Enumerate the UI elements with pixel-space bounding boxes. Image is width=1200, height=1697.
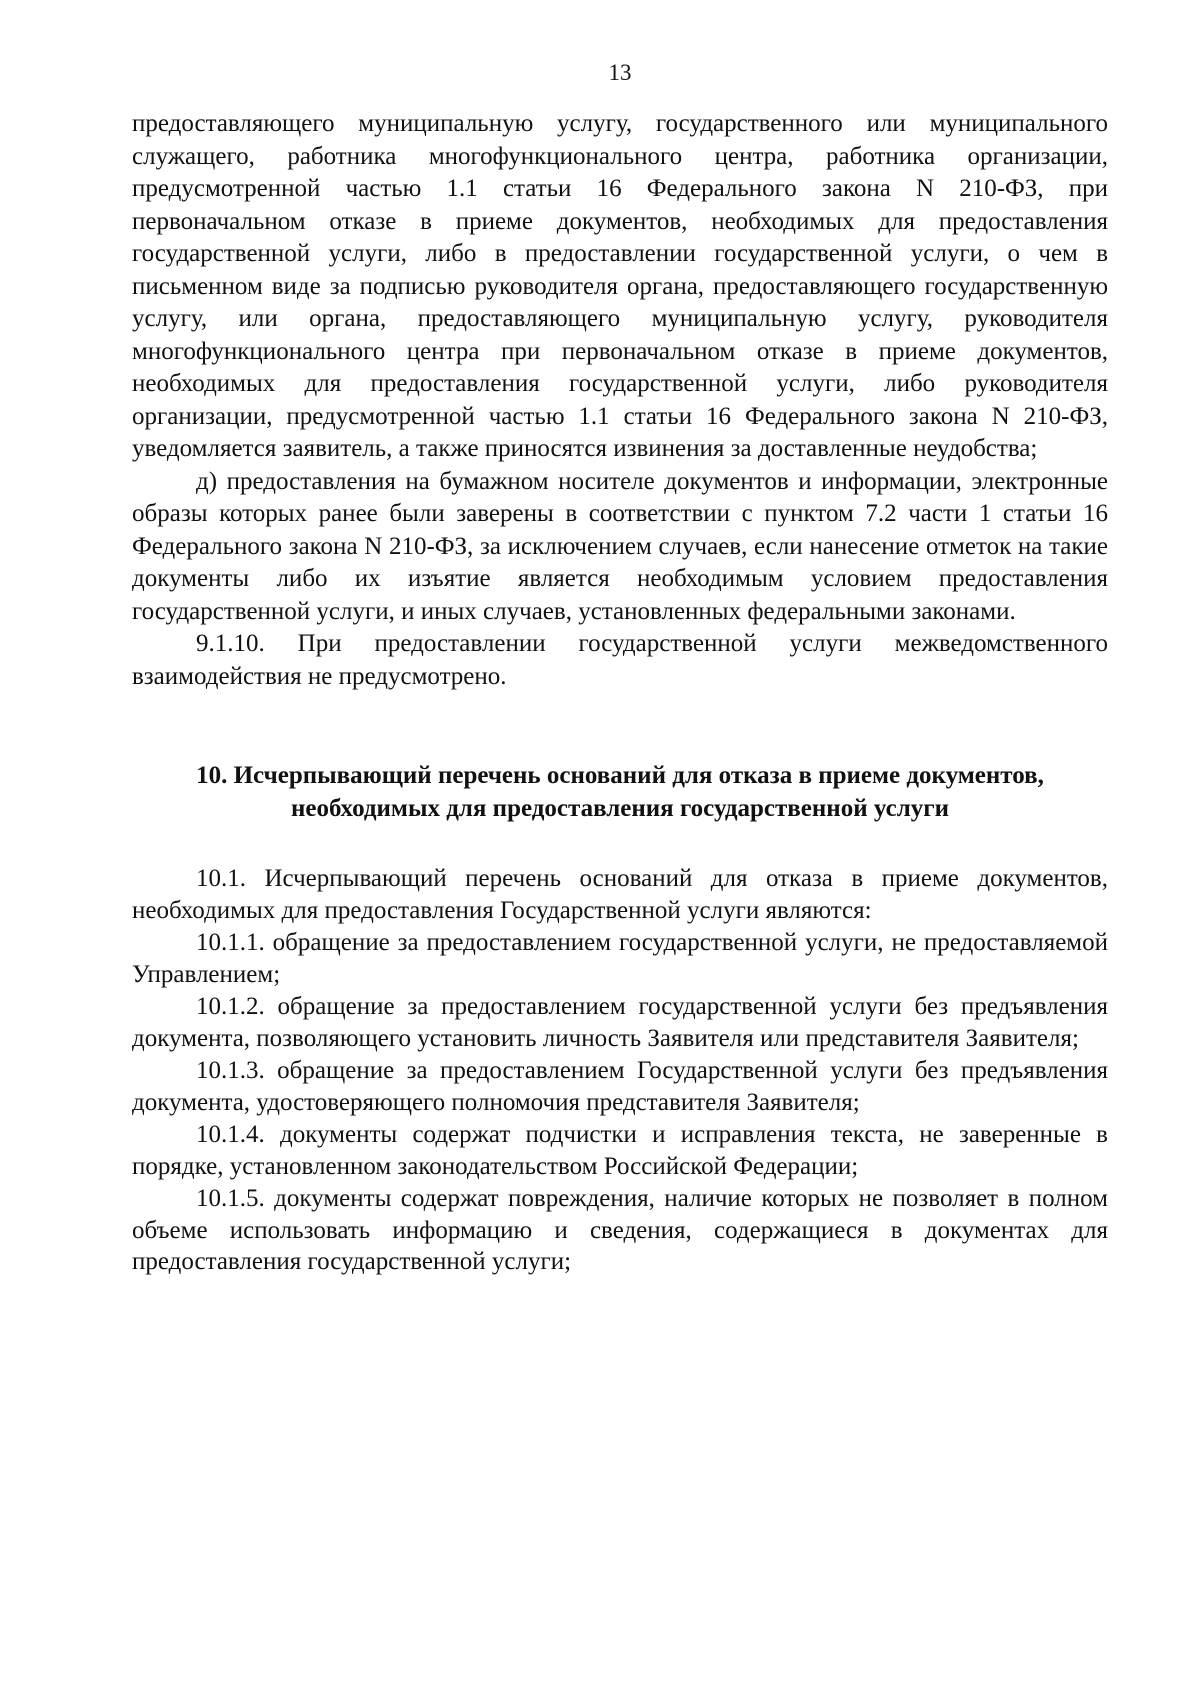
section-title bbox=[132, 759, 1108, 825]
paragraph-item-d: д) предоставления на бумажном носителе документов и информации, электронные образы которых ранее были заверены в соответствии с пунктом 7.2 части 1 статьи 16 Федерального закона N 210-ФЗ, за исключением случаев, если нанесение отметок на такие документы либо их изъятие является необходимым условием предоставления государственной услуги, и иных случаев, установленных федеральными законами. bbox=[132, 467, 1108, 625]
section-title-line-2: необходимых для предоставления государственной услуги bbox=[291, 795, 949, 822]
text-block-after bbox=[132, 863, 1108, 1278]
paragraph-10-1-4: 10.1.4. документы содержат подчистки и исправления текста, не заверенные в порядке, установленном законодательством Российской Федерации; bbox=[132, 1121, 1108, 1180]
paragraph-continuation: предоставляющего муниципальную услугу, государственного или муниципального служащего, работника многофункционального центра, работника организации, предусмотренной частью 1.1 статьи 16 Федерального закона N 210-ФЗ, при первоначальном отказе в приеме документов, необходимых для предоставления государственной услуги, либо в предоставлении государственной услуги, о чем в письменном виде за подписью руководителя органа, предоставляющего государственную услугу, или органа, предоставляющего муниципальную услугу, руководителя многофункционального центра при первоначальном отказе в приеме документов, необходимых для предоставления государственной услуги, либо руководителя организации, предусмотренной частью 1.1 статьи 16 Федерального закона N 210-ФЗ, уведомляется заявитель, а также приносятся извинения за доставленные неудобства; bbox=[132, 110, 1108, 462]
paragraph-10-1-2: 10.1.2. обращение за предоставлением государственной услуги без предъявления документа, позволяющего установить личность Заявителя или представителя Заявителя; bbox=[132, 993, 1108, 1052]
page-number: 13 bbox=[608, 60, 632, 85]
paragraph-10-1-1: 10.1.1. обращение за предоставлением государственной услуги, не предоставляемой Управлением; bbox=[132, 929, 1108, 988]
paragraph-9-1-10: 9.1.10. При предоставлении государственной услуги межведомственного взаимодействия не предусмотрено. bbox=[132, 630, 1108, 690]
section-title-line-1: 10. Исчерпывающий перечень оснований для отказа в приеме документов, bbox=[196, 762, 1044, 789]
text-block-before bbox=[132, 108, 1108, 693]
paragraph-10-1: 10.1. Исчерпывающий перечень оснований для отказа в приеме документов, необходимых для предоставления Государственной услуги являются: bbox=[132, 865, 1108, 924]
paragraph-10-1-5: 10.1.5. документы содержат повреждения, наличие которых не позволяет в полном объеме использовать информацию и сведения, содержащиеся в документах для предоставления государственной услуги; bbox=[132, 1185, 1108, 1275]
paragraph-10-1-3: 10.1.3. обращение за предоставлением Государственной услуги без предъявления документа, удостоверяющего полномочия представителя Заявителя; bbox=[132, 1057, 1108, 1116]
